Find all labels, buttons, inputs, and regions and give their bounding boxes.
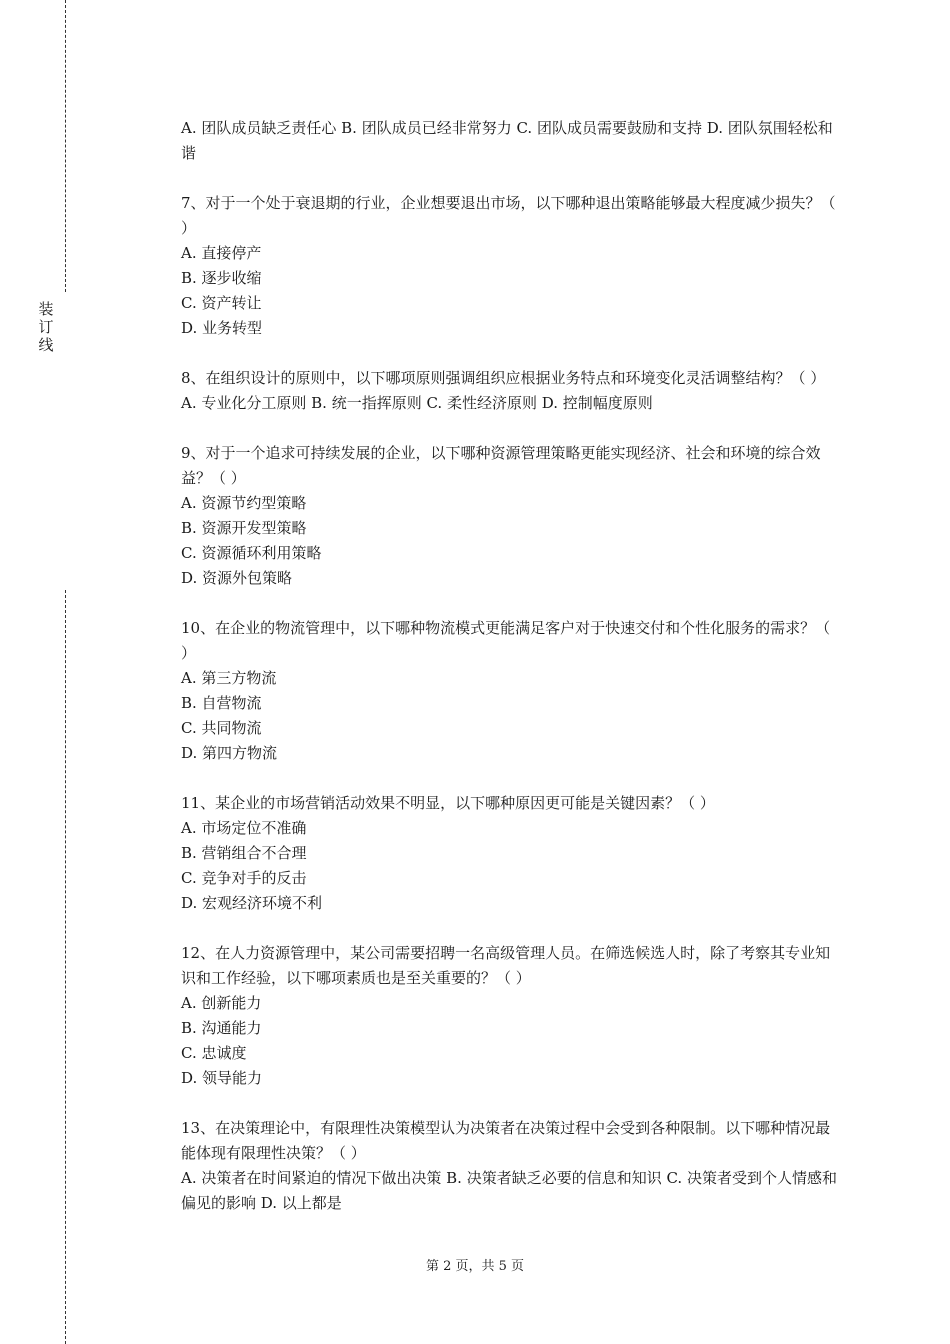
option-b: B. 逐步收缩 (181, 269, 262, 287)
option-d: D. 第四方物流 (181, 744, 278, 762)
question-stem: 12、在人力资源管理中，某公司需要招聘一名高级管理人员。在筛选候选人时，除了考察其专业知识和工作经验，以下哪项素质也是至关重要的？（ ） (181, 944, 831, 987)
binding-label-char: 线 (38, 336, 54, 354)
page-number-footer: 第 2 页，共 5 页 (425, 1259, 525, 1274)
question-10 (181, 616, 841, 766)
question-continuation (181, 116, 841, 166)
option-b: B. 营销组合不合理 (181, 844, 307, 862)
option-a: A. 创新能力 (181, 994, 262, 1012)
option-d: D. 宏观经济环境不利 (181, 894, 323, 912)
question-12 (181, 941, 841, 1091)
option-c: C. 竞争对手的反击 (181, 869, 307, 887)
question-13 (181, 1116, 841, 1216)
option-b: B. 资源开发型策略 (181, 519, 307, 537)
inline-options: A. 决策者在时间紧迫的情况下做出决策 B. 决策者缺乏必要的信息和知识 C. 决策者受到个人情感和偏见的影响 D. 以上都是 (181, 1169, 837, 1212)
question-11 (181, 791, 841, 916)
question-stem: 8、在组织设计的原则中，以下哪项原则强调组织应根据业务特点和环境变化灵活调整结构？（ ） (181, 369, 826, 387)
binding-line-label (36, 300, 56, 354)
option-c: C. 资产转让 (181, 294, 262, 312)
option-c: C. 资源循环利用策略 (181, 544, 322, 562)
inline-options: A. 团队成员缺乏责任心 B. 团队成员已经非常努力 C. 团队成员需要鼓励和支持 D. 团队氛围轻松和谐 (181, 119, 833, 162)
option-b: B. 自营物流 (181, 694, 262, 712)
binding-dashed-line-bottom (65, 590, 66, 1344)
option-b: B. 沟通能力 (181, 1019, 262, 1037)
option-a: A. 市场定位不准确 (181, 819, 307, 837)
option-d: D. 业务转型 (181, 319, 263, 337)
question-list (181, 116, 841, 1241)
option-d: D. 领导能力 (181, 1069, 263, 1087)
inline-options: A. 专业化分工原则 B. 统一指挥原则 C. 柔性经济原则 D. 控制幅度原则 (181, 394, 653, 412)
option-a: A. 第三方物流 (181, 669, 277, 687)
option-c: C. 忠诚度 (181, 1044, 247, 1062)
question-9 (181, 441, 841, 591)
question-stem: 10、在企业的物流管理中，以下哪种物流模式更能满足客户对于快速交付和个性化服务的需求？（ ） (181, 619, 831, 662)
question-7 (181, 191, 841, 341)
question-stem: 11、某企业的市场营销活动效果不明显，以下哪种原因更可能是关键因素？（ ） (181, 794, 715, 812)
option-a: A. 直接停产 (181, 244, 262, 262)
question-8 (181, 366, 841, 416)
question-stem: 7、对于一个处于衰退期的行业，企业想要退出市场，以下哪种退出策略能够最大程度减少损失？（ ） (181, 194, 836, 237)
option-a: A. 资源节约型策略 (181, 494, 307, 512)
option-c: C. 共同物流 (181, 719, 262, 737)
binding-dashed-line-top (65, 0, 66, 292)
binding-label-char: 订 (38, 318, 54, 336)
binding-label-char: 装 (38, 300, 54, 318)
option-d: D. 资源外包策略 (181, 569, 293, 587)
question-stem: 9、对于一个追求可持续发展的企业，以下哪种资源管理策略更能实现经济、社会和环境的综合效益？（ ） (181, 444, 821, 487)
question-stem: 13、在决策理论中，有限理性决策模型认为决策者在决策过程中会受到各种限制。以下哪种情况最能体现有限理性决策？（ ） (181, 1119, 831, 1162)
